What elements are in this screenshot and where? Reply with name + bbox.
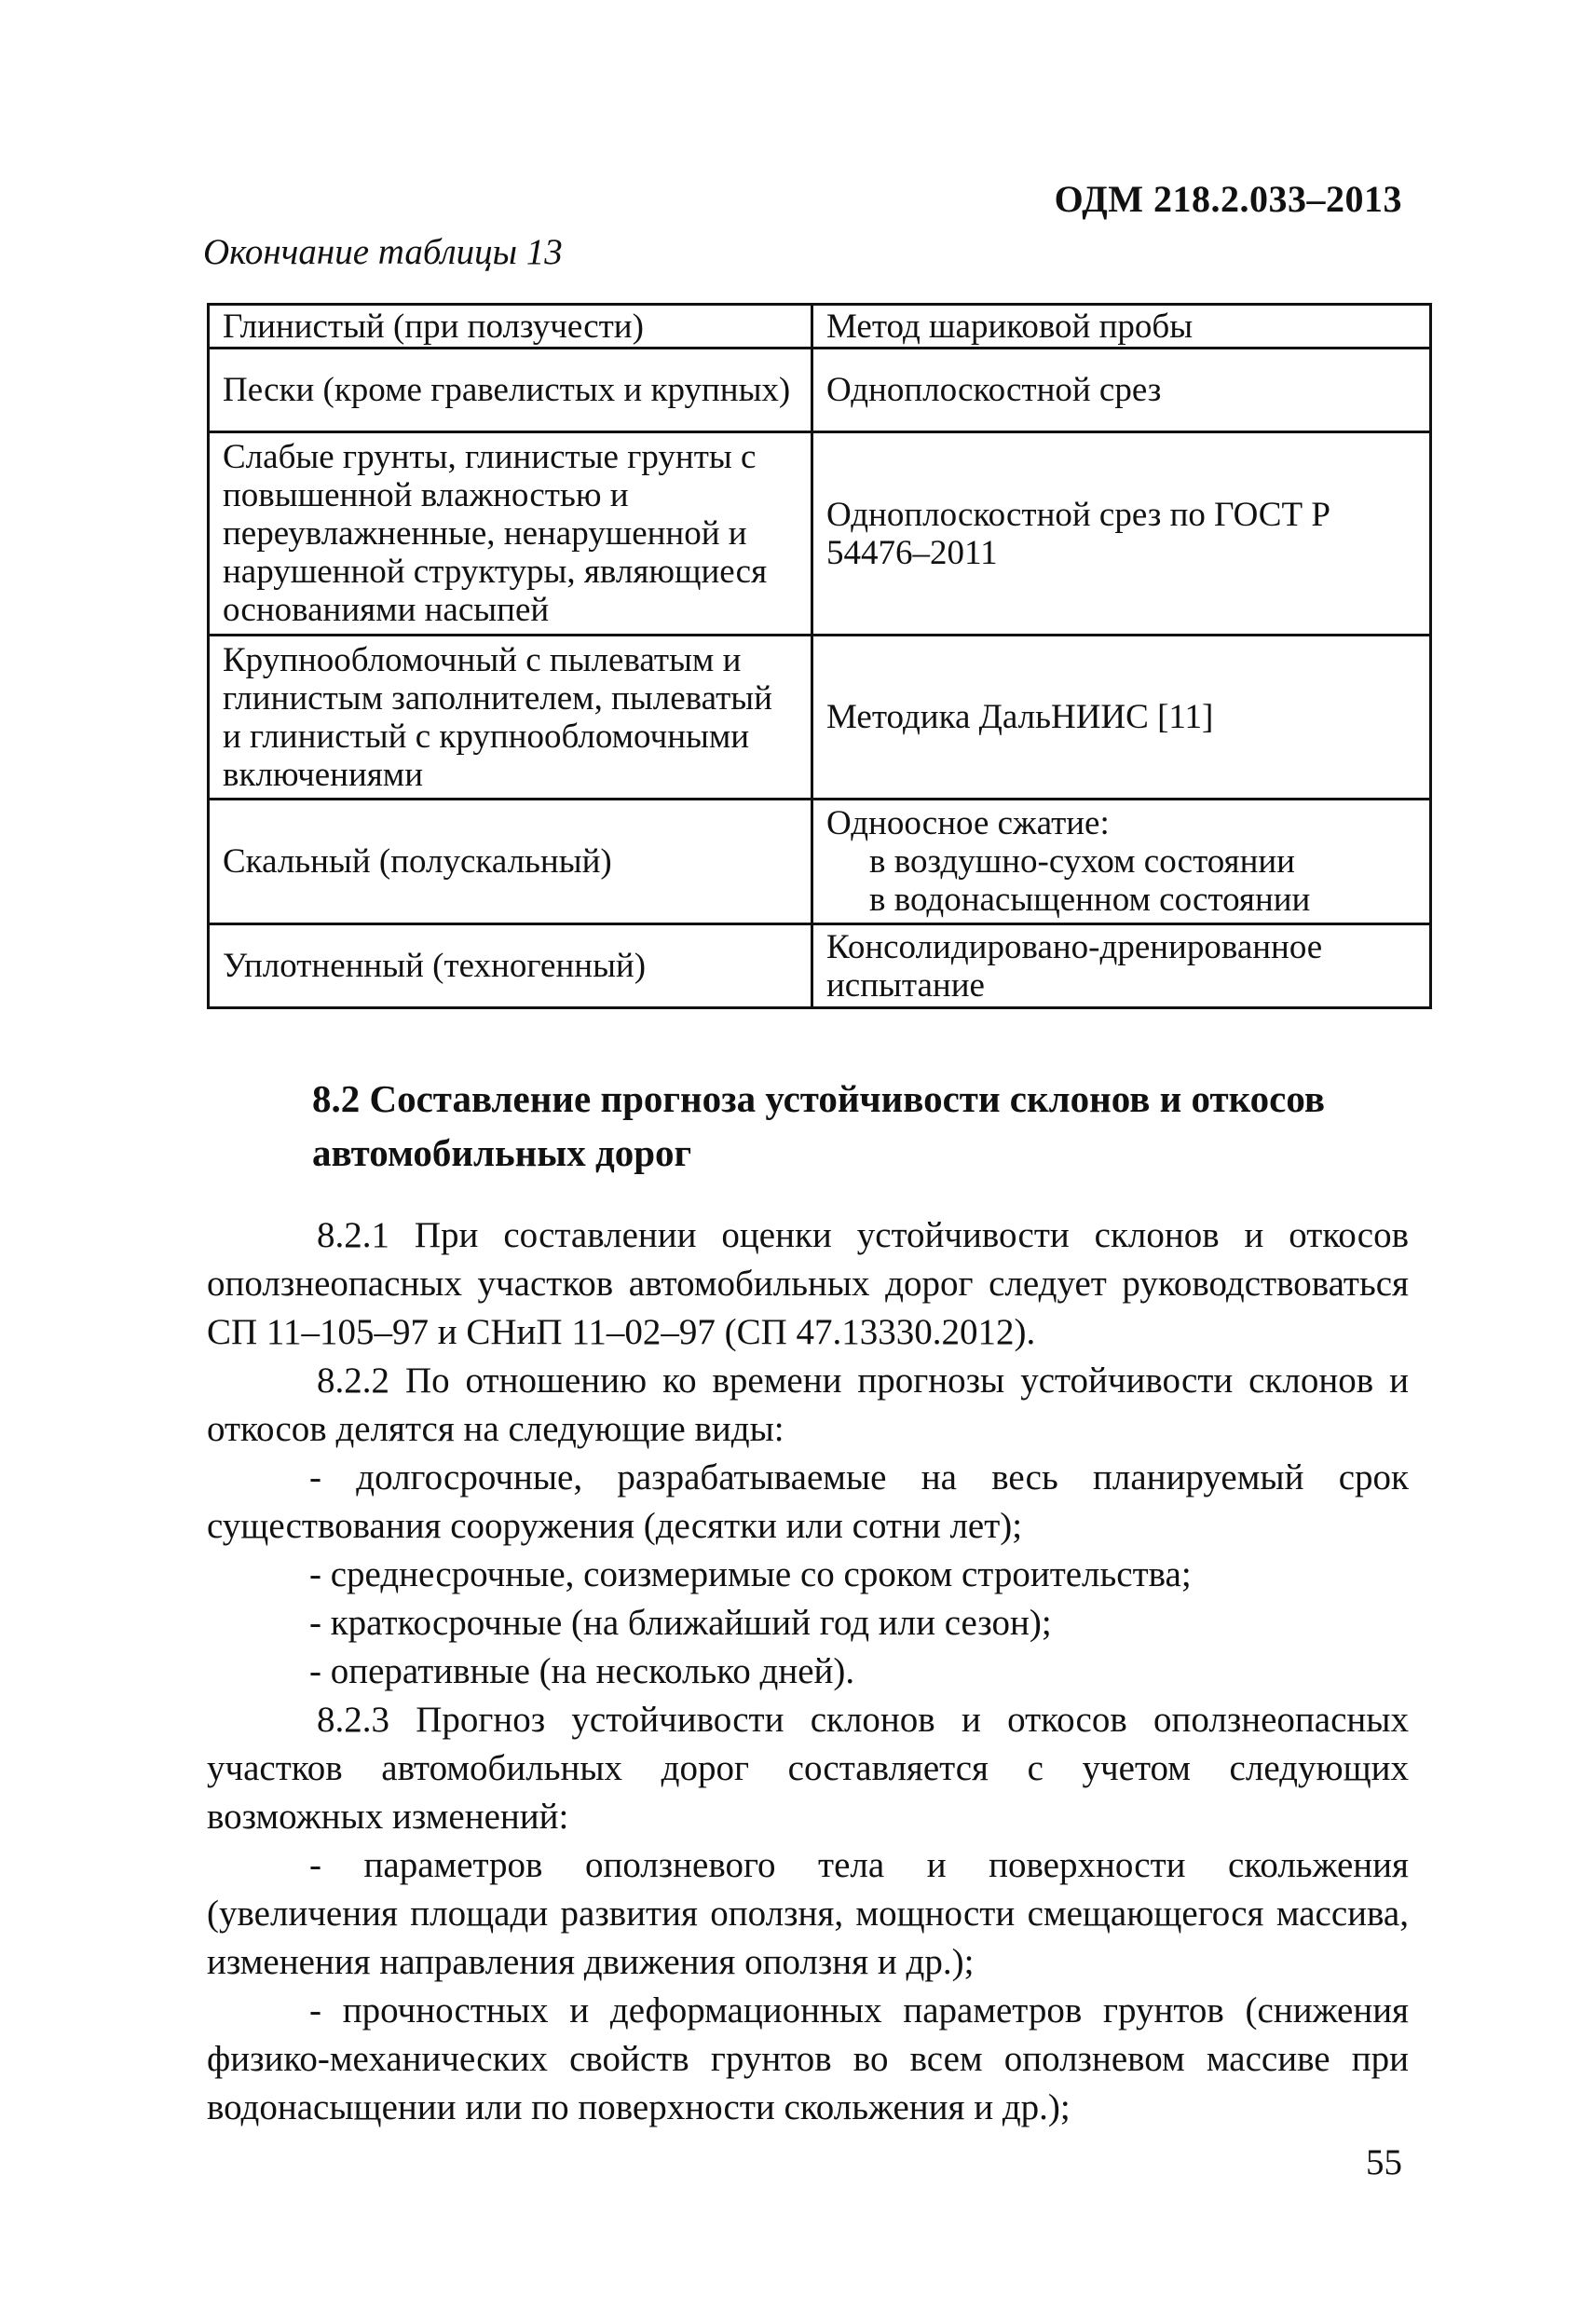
method-sub-item: в воздушно-сухом состоянии xyxy=(869,842,1295,881)
method-main: Одноосное сжатие: xyxy=(826,804,1110,842)
table-cell-soil: Скальный (полускальный) xyxy=(209,800,812,924)
table-row xyxy=(209,432,1431,636)
method-sub-item: в водонасыщенном состоянии xyxy=(869,881,1311,919)
table-cell-method: Метод шариковой пробы xyxy=(812,305,1431,349)
table-cell-soil: Уплотненный (техногенный) xyxy=(209,924,812,1008)
paragraph: 8.2.2 По отношению ко времени прогнозы устойчивости склонов и откосов делятся на следующие виды: xyxy=(207,1361,1409,1449)
table-cell-method: Одноплоскостной срез по ГОСТ Р 54476–2011 xyxy=(812,432,1431,636)
paragraph: 8.2.3 Прогноз устойчивости склонов и откосов оползнеопасных участков автомобильных дорог составляется с учетом следующих возможных изменений: xyxy=(207,1700,1409,1837)
list-item: - прочностных и деформационных параметров грунтов (снижения физико-механических свойств грунтов во всем оползневом массиве при водонасыщении или по поверхности скольжения и др.); xyxy=(207,1990,1409,2127)
table-row xyxy=(209,349,1431,432)
paragraph: 8.2.1 При составлении оценки устойчивости склонов и откосов оползнеопасных участков автомобильных дорог следует руководствоваться СП 11–105–97 и СНиП 11–02–97 (СП 47.13330.2012). xyxy=(207,1215,1409,1352)
document-code: ОДМ 218.2.033–2013 xyxy=(1054,178,1402,220)
page-number: 55 xyxy=(1366,2142,1402,2182)
table-cell-soil: Глинистый (при ползучести) xyxy=(209,305,812,349)
list-item: - оперативные (на несколько дней). xyxy=(309,1651,855,1691)
table-row xyxy=(209,636,1431,800)
list-item: - краткосрочные (на ближайший год или сезон); xyxy=(309,1603,1052,1643)
table-row xyxy=(209,924,1431,1008)
list-item: - среднесрочные, соизмеримые со сроком строительства; xyxy=(309,1554,1192,1594)
table-row xyxy=(209,800,1431,924)
table-cell-soil: Крупнообломочный с пылеватым и глинистым заполнителем, пылеватый и глинистый с крупнообломочными включениями xyxy=(209,636,812,800)
table-cell-method xyxy=(812,800,1431,924)
table-row xyxy=(209,305,1431,349)
table-caption: Окончание таблицы 13 xyxy=(203,232,563,272)
table-cell-method: Консолидировано-дренированное испытание xyxy=(812,924,1431,1008)
table-cell-soil: Пески (кроме гравелистых и крупных) xyxy=(209,349,812,432)
soil-test-methods-table xyxy=(207,303,1432,1009)
body-text xyxy=(207,1211,1409,2132)
section-heading: 8.2 Составление прогноза устойчивости склонов и откосов автомобильных дорог xyxy=(312,1077,1326,1174)
table-cell-method: Методика ДальНИИС [11] xyxy=(812,636,1431,800)
list-item: - параметров оползневого тела и поверхности скольжения (увеличения площади развития оползня, мощности смещающегося массива, изменения направления движения оползня и др.); xyxy=(207,1845,1409,1982)
list-item: - долгосрочные, разрабатываемые на весь планируемый срок существования сооружения (десятки или сотни лет); xyxy=(207,1457,1409,1546)
table-cell-soil: Слабые грунты, глинистые грунты с повышенной влажностью и переувлажненные, ненарушенной и нарушенной структуры, являющиеся основаниями насыпей xyxy=(209,432,812,636)
table-cell-method: Одноплоскостной срез xyxy=(812,349,1431,432)
